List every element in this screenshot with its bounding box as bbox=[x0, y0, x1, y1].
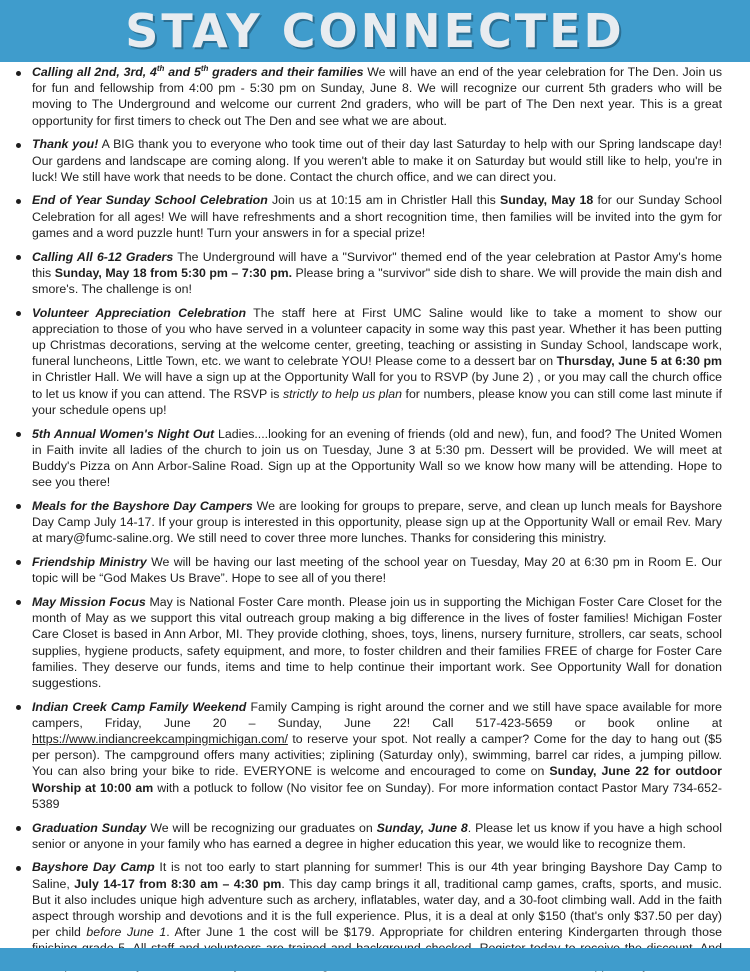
announcement-text: We will have an end of the year celebration for The Den. Join us for fun and fellowship from 4:00 pm - 5:30 pm on Sunday, June 8. We will recognize our current 5th graders who will be moving to The Underground and welcome our current 2nd graders, who will be part of The Den next year. This is a great opportunity for first timers to check out The Den and see what we are about. bbox=[32, 65, 722, 128]
announcement-text: for our Sunday School Celebration for all ages! We will have refreshments and a short recognition time, then families will be invited into the gym for games and a word puzzle hunt! Turn your answers in for a special prize! bbox=[32, 193, 723, 240]
announcement-text: Ladies....looking for an evening of friends (old and new), fun, and food? The United Women in Faith invite all ladies of the church to join us on Tuesday, June 3 at 5:30 pm. Dessert will be provided. We will meet at Buddy's Pizza on Ann Arbor-Saline Road. Sign up at the Opportunity Wall so we know how many will be attending. Hope to see you there! bbox=[32, 426, 723, 490]
announcement-heading: Calling All 6-12 Graders bbox=[32, 249, 174, 264]
announcement-text: Please bring a "survivor" side dish to share. We will provide the main dish and smore's. The challenge is on! bbox=[32, 265, 722, 296]
announcement-heading: End of Year Sunday School Celebration bbox=[32, 193, 268, 208]
announcement-date: Thursday, June 5 at 6:30 pm bbox=[556, 354, 722, 369]
announcement-womens-night-out bbox=[32, 426, 722, 491]
header-banner bbox=[0, 0, 750, 62]
announcement-den-celebration bbox=[32, 64, 722, 129]
announcement-heading: Volunteer Appreciation Celebration bbox=[32, 305, 247, 320]
announcement-heading: Graduation Sunday bbox=[32, 820, 147, 835]
announcement-text: The Underground will have a "Survivor" themed end of the year celebration at Pastor Amy's home this bbox=[32, 249, 722, 280]
announcement-thank-you bbox=[32, 136, 722, 185]
announcement-heading: Friendship Ministry bbox=[32, 554, 147, 569]
announcement-date: Sunday, June 8 bbox=[376, 820, 468, 835]
footer-bar bbox=[0, 948, 750, 971]
announcement-text: . This day camp brings it all, traditional camp games, crafts, sports, and music. But it also includes unique high adventure such as archery, inflatables, water day, and a 30-foot climbing wall. Add in the faith aspect through worship and devotions and it is the full experience. Plus, it is a deal at only $150 (that's only $37.50 per day) per child bbox=[32, 876, 722, 940]
announcement-friendship-ministry bbox=[32, 554, 722, 586]
announcement-text: May is National Foster Care month. Please join us in supporting the Michigan Foster Care Closet for the month of May as we support this vital outreach group making a big difference in the lives of foster families! Michigan Foster Care Closet is based in Ann Arbor, MI. They provide clothing, shoes, toys, linens, nursery furniture, strollers, car seats, school supplies, hygiene products, safety equipment, and more, to foster children and their families FREE of charge for Foster Care families. They deserve our funds, items and time to help continue their important work. See Opportunity Wall for donation suggestions. bbox=[32, 594, 722, 690]
announcement-emphasis: strictly to help us plan bbox=[282, 386, 402, 401]
announcement-date: Sunday, June 22 for outdoor Worship at 10:00 am bbox=[32, 764, 722, 795]
announcement-heading: 5th Annual Women's Night Out bbox=[32, 426, 215, 441]
page-title: STAY CONNECTED bbox=[125, 4, 625, 58]
announcement-heading: Meals for the Bayshore Day Campers bbox=[32, 498, 253, 513]
announcement-text: for numbers, please know you can still come last minute if your schedule opens up! bbox=[32, 386, 722, 417]
announcement-graduation-sunday bbox=[32, 820, 722, 852]
announcement-text: Family Camping is right around the corner and we still have space available for more campers, Friday, June 20 – Sunday, June 22! Call 517-423-5659 or book online at bbox=[32, 699, 722, 730]
announcement-date: Sunday, May 18 bbox=[500, 193, 594, 208]
announcement-text: to reserve your spot. Not really a camper? Come for the day to hang out ($5 per person). The campground offers many activities; ziplining (Saturday only), swimming, barrel car rides, a jumping pillow. You can also bring your bike to ride. EVERYONE is welcome and encouraged to come on bbox=[32, 732, 722, 779]
announcement-text: Join us at 10:15 am in Christler Hall this bbox=[267, 193, 500, 208]
announcement-indian-creek-camp bbox=[32, 699, 722, 812]
announcement-text: We will be recognizing our graduates on bbox=[146, 820, 377, 835]
announcement-emphasis: before June 1 bbox=[86, 925, 167, 940]
announcement-heading: Calling all 2nd, 3rd, 4th and 5th graders and their families bbox=[32, 63, 364, 79]
announcement-text: We will be having our last meeting of the school year on Tuesday, May 20 at 6:30 pm in Room E. Our topic will be “God Makes Us Brave”. Hope to see all of you there! bbox=[32, 554, 722, 586]
announcement-heading: May Mission Focus bbox=[32, 594, 146, 609]
announcement-heading: Thank you! bbox=[32, 137, 99, 152]
announcement-6-12-graders bbox=[32, 249, 722, 298]
announcement-volunteer-appreciation bbox=[32, 305, 722, 418]
announcement-text: A BIG thank you to everyone who took time out of their day last Saturday to help with our Spring landscape day! Our gardens and landscape are coming along. If you weren't able to make it on Saturday but would still like to help, you're in luck! We still have work that needs to be done. Contact the church office, and we can direct you. bbox=[32, 137, 722, 184]
announcement-bayshore-meals bbox=[32, 498, 722, 547]
announcement-sunday-school-celebration bbox=[32, 192, 722, 241]
announcement-date: Sunday, May 18 from 5:30 pm – 7:30 pm. bbox=[54, 265, 293, 280]
announcement-text: The staff here at First UMC Saline would like to take a moment to show our appreciation to those of you who have served in a volunteer capacity in some way this past year. Whether it has been putting up Christmas decorations, serving at the welcome center, greeting, teaching or assisting in Sunday School, landscape work, funeral luncheons, Little Town, etc. we want to celebrate YOU! Please come to a dessert bar on bbox=[32, 305, 723, 369]
announcement-text: . After June 1 the cost will be $179. Appropriate for children entering Kindergarten through those bbox=[166, 925, 722, 940]
announcement-mission-focus bbox=[32, 594, 722, 691]
announcement-text: We are looking for groups to prepare, serve, and clean up lunch meals for Bayshore Day Camp July 14-17. If your group is interested in this opportunity, please sign up at the Opportunity Wall or email Rev. Mary at mary@fumc-saline.org. We still need to cover three more lunches. Thanks for considering this ministry. bbox=[32, 498, 723, 546]
announcement-text: It is not too early to start planning for summer! This is our 4th year bringing Bayshore Day Camp to Saline, bbox=[32, 860, 722, 891]
camp-website-link[interactable]: https://www.indiancreekcampingmichigan.com/ bbox=[32, 732, 288, 747]
announcement-list bbox=[0, 64, 750, 980]
announcement-text: in Christler Hall. We will have a sign up at the Opportunity Wall for you to RSVP (by June 2) , or you may call the church office to let us know if you can attend. The RSVP is bbox=[32, 370, 722, 401]
announcement-heading: Indian Creek Camp Family Weekend bbox=[32, 699, 247, 714]
announcement-heading: Bayshore Day Camp bbox=[32, 860, 155, 875]
announcement-text: with a potluck to follow (No visitor fee on Sunday). For more information contact Pastor Mary 734-652-5389 bbox=[32, 780, 723, 811]
announcement-date: July 14-17 from 8:30 am – 4:30 pm bbox=[74, 876, 282, 891]
announcement-text: . Please let us know if you have a high school senior or anyone in your family who has earned a degree in higher education this year, we would like to recognize them. bbox=[32, 820, 722, 851]
